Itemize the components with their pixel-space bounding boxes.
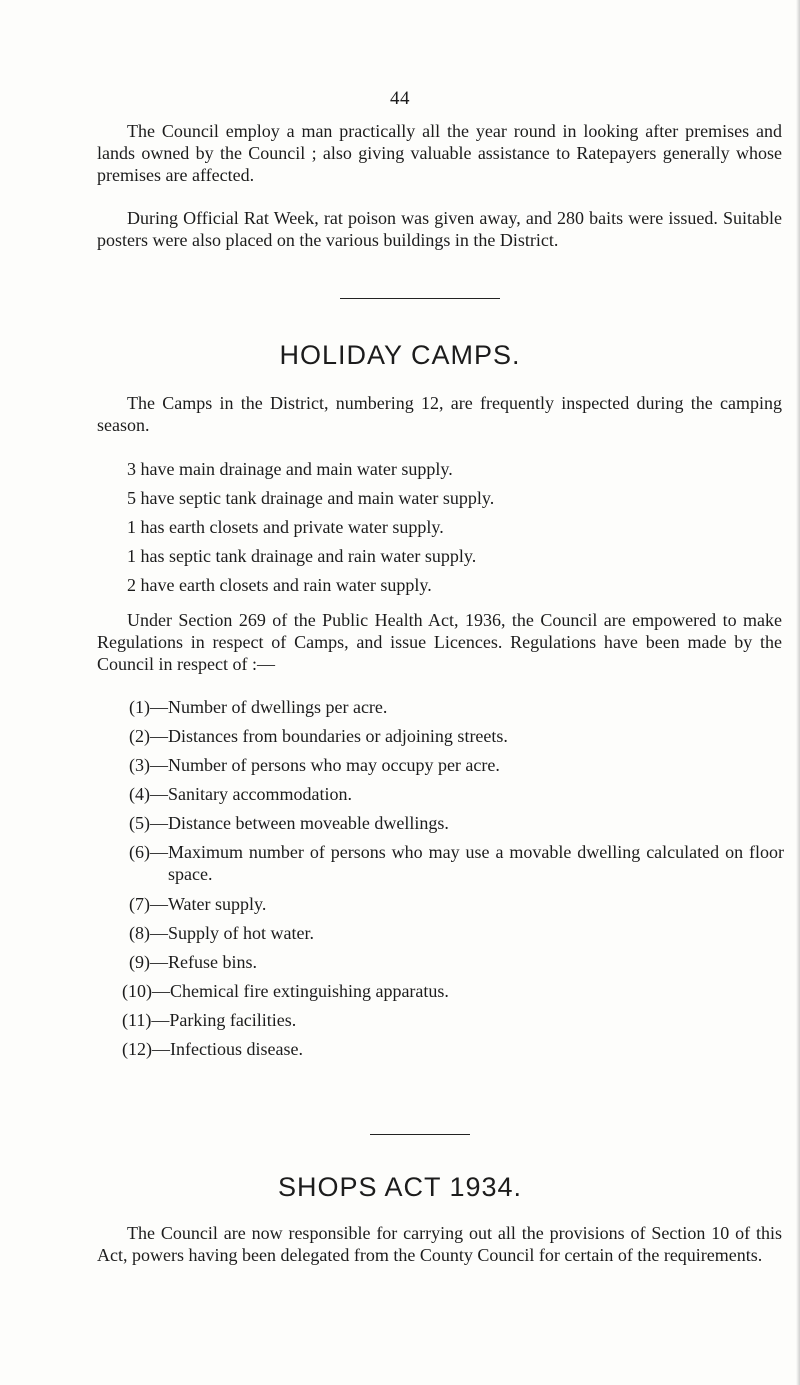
regulation-number: (11)— bbox=[122, 1010, 170, 1030]
regulation-text: Refuse bins. bbox=[168, 952, 257, 972]
regulation-text: Supply of hot water. bbox=[168, 923, 314, 943]
regulation-item bbox=[129, 754, 784, 776]
shops-act-paragraph: The Council are now responsible for carrying out all the provisions of Section 10 of this Act, powers having been delegated from the County Council for certain of the requirements. bbox=[97, 1223, 782, 1265]
regulation-text: Parking facilities. bbox=[169, 1010, 297, 1030]
holiday-camps-heading: HOLIDAY CAMPS. bbox=[279, 340, 521, 370]
regulation-item bbox=[122, 1009, 777, 1031]
regulation-text: Number of persons who may occupy per acre. bbox=[168, 755, 500, 775]
regulation-number: (1)— bbox=[129, 697, 168, 717]
camp-line: 3 have main drainage and main water supply. bbox=[127, 459, 453, 479]
regulation-text: Number of dwellings per acre. bbox=[168, 697, 388, 717]
regulation-number: (7)— bbox=[129, 894, 168, 914]
regulation-number: (12)— bbox=[122, 1039, 170, 1059]
camp-line: 1 has earth closets and private water supply. bbox=[127, 517, 444, 537]
regulation-item bbox=[129, 922, 784, 944]
regulation-text: Distances from boundaries or adjoining streets. bbox=[168, 726, 508, 746]
camp-line: 5 have septic tank drainage and main water supply. bbox=[127, 488, 495, 508]
regulation-item bbox=[122, 980, 777, 1002]
section-divider bbox=[340, 298, 500, 299]
regulation-text: Maximum number of persons who may use a movable dwelling calculated on floor space. bbox=[168, 842, 784, 884]
intro-paragraph-2: During Official Rat Week, rat poison was given away, and 280 baits were issued. Suitable posters were also placed on the various buildings in the District. bbox=[97, 208, 782, 250]
regulation-text: Sanitary accommodation. bbox=[168, 784, 352, 804]
regulation-number: (4)— bbox=[129, 784, 168, 804]
camp-line: 2 have earth closets and rain water supply. bbox=[127, 575, 432, 595]
regulation-text: Chemical fire extinguishing apparatus. bbox=[170, 981, 449, 1001]
regulations-intro: Under Section 269 of the Public Health Act, 1936, the Council are empowered to make Regulations in respect of Camps, and issue Licences. Regulations have been made by the Council in respect of :— bbox=[97, 610, 782, 674]
regulation-number: (10)— bbox=[122, 981, 170, 1001]
regulation-number: (9)— bbox=[129, 952, 168, 972]
regulation-number: (6)— bbox=[129, 842, 168, 862]
page-number: 44 bbox=[390, 88, 410, 109]
camp-line: 1 has septic tank drainage and rain water supply. bbox=[127, 546, 477, 566]
regulation-item bbox=[129, 725, 784, 747]
page-edge-shadow bbox=[796, 0, 800, 1385]
section-divider bbox=[370, 1134, 470, 1135]
regulation-number: (5)— bbox=[129, 813, 168, 833]
intro-paragraph-1: The Council employ a man practically all the year round in looking after premises and lands owned by the Council ; also giving valuable assistance to Ratepayers generally whose premises are affected. bbox=[97, 121, 782, 185]
regulation-number: (3)— bbox=[129, 755, 168, 775]
regulation-item bbox=[129, 812, 784, 834]
regulation-item bbox=[129, 783, 784, 805]
regulation-text: Water supply. bbox=[168, 894, 267, 914]
regulation-item bbox=[129, 893, 784, 915]
regulation-number: (8)— bbox=[129, 923, 168, 943]
regulation-item bbox=[129, 841, 784, 885]
holiday-camps-intro: The Camps in the District, numbering 12, are frequently inspected during the camping season. bbox=[97, 393, 782, 435]
regulation-item bbox=[129, 696, 784, 718]
regulation-item bbox=[129, 951, 784, 973]
regulation-text: Infectious disease. bbox=[170, 1039, 303, 1059]
regulation-text: Distance between moveable dwellings. bbox=[168, 813, 449, 833]
regulation-number: (2)— bbox=[129, 726, 168, 746]
shops-act-heading: SHOPS ACT 1934. bbox=[277, 1172, 523, 1202]
regulation-item bbox=[122, 1038, 777, 1060]
